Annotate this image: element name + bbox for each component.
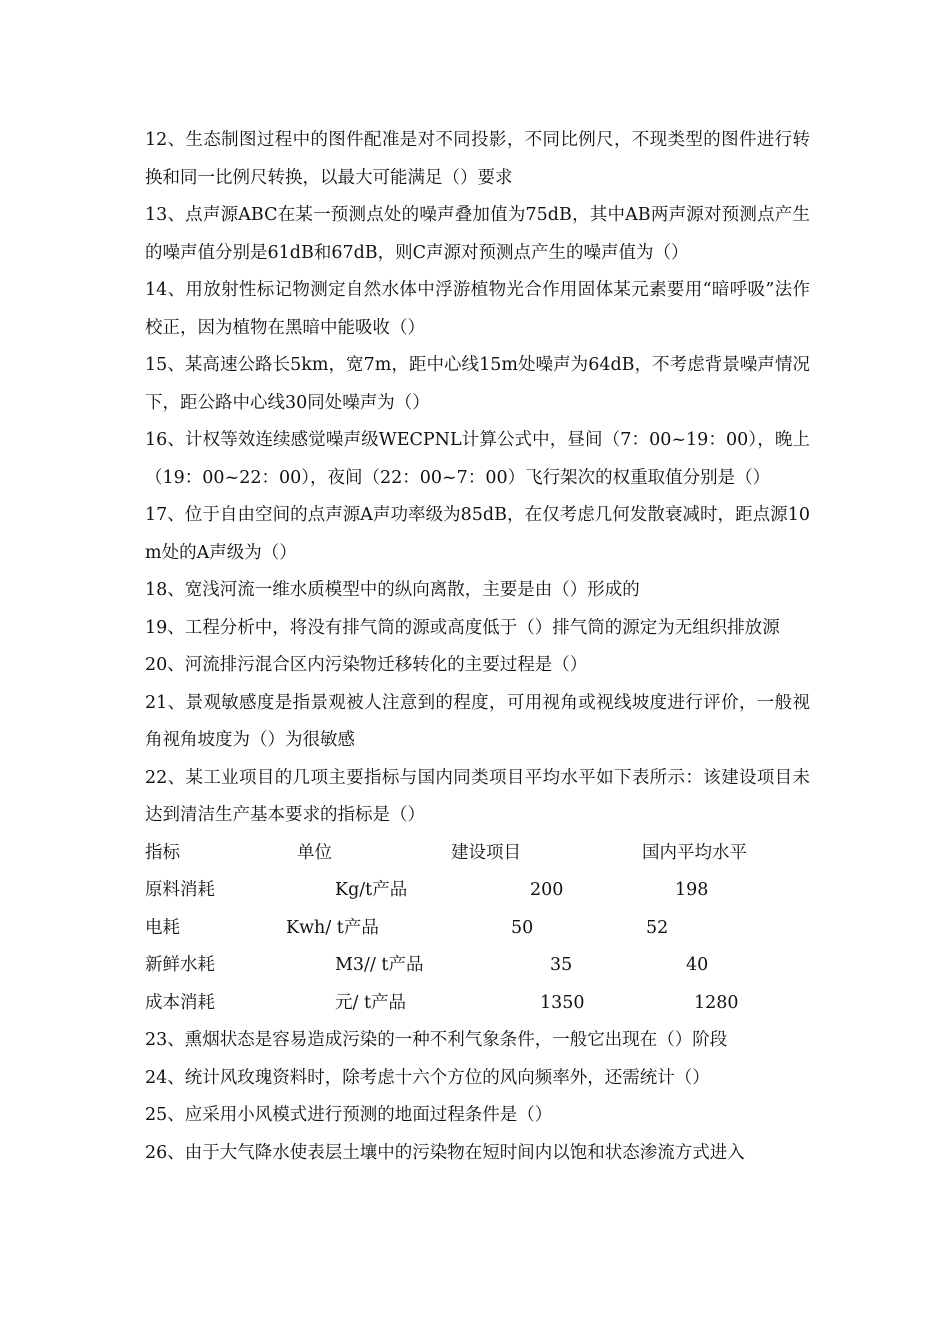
question-12: 12、生态制图过程中的图件配准是对不同投影，不同比例尺，不现类型的图件进行转换和同一比例尺转换，以最大可能满足（）要求 <box>145 130 810 188</box>
table-cell-project: 1350 <box>540 992 585 1013</box>
question-21: 21、景观敏感度是指景观被人注意到的程度，可用视角或视线坡度进行评价，一般视角视角坡度为（）为很敏感 <box>145 692 810 750</box>
question-23: 23、熏烟状态是容易造成污染的一种不利气象条件，一般它出现在（）阶段 <box>145 1030 728 1050</box>
table-row <box>145 985 810 1023</box>
table-header-national-average: 国内平均水平 <box>642 842 747 863</box>
table-header-row <box>145 835 810 873</box>
question-24: 24、统计风玫瑰资料时，除考虑十六个方位的风向频率外，还需统计（） <box>145 1067 710 1088</box>
table-cell-indicator: 原料消耗 <box>145 880 215 900</box>
question-18: 18、宽浅河流一维水质模型中的纵向离散，主要是由（）形成的 <box>145 580 640 600</box>
table-cell-project: 35 <box>550 955 573 975</box>
table-cell-national-average: 198 <box>675 880 709 900</box>
table-row <box>145 910 810 948</box>
question-20: 20、河流排污混合区内污染物迁移转化的主要过程是（） <box>145 655 588 675</box>
table-cell-unit: Kg/t产品 <box>335 880 408 900</box>
table-cell-national-average: 52 <box>646 917 669 938</box>
table-cell-unit: M3// t产品 <box>335 955 424 975</box>
table-row <box>145 947 810 985</box>
table-header-indicator: 指标 <box>145 842 180 863</box>
question-13: 13、点声源ABC在某一预测点处的噪声叠加值为75dB，其中AB两声源对预测点产生的噪声值分别是61dB和67dB，则C声源对预测点产生的噪声值为（） <box>145 205 810 263</box>
table-header-project: 建设项目 <box>451 842 521 863</box>
table-cell-project: 200 <box>530 880 564 900</box>
indicator-table <box>145 835 810 1023</box>
question-26: 26、由于大气降水使表层土壤中的污染物在短时间内以饱和状态渗流方式进入 <box>145 1142 745 1163</box>
table-cell-indicator: 成本消耗 <box>145 992 215 1013</box>
question-17: 17、位于自由空间的点声源A声功率级为85dB，在仅考虑几何发散衰减时，距点源10m处的A声级为（） <box>145 505 810 563</box>
table-row <box>145 872 810 910</box>
question-16: 16、计权等效连续感觉噪声级WECPNL计算公式中，昼间（7：00~19：00），晚上（19：00~22：00），夜间（22：00~7：00）飞行架次的权重取值分别是（） <box>145 430 810 488</box>
table-cell-project: 50 <box>511 917 534 938</box>
table-header-unit: 单位 <box>297 842 332 863</box>
table-cell-unit: Kwh/ t产品 <box>286 917 379 938</box>
table-cell-national-average: 40 <box>686 955 709 975</box>
table-cell-indicator: 电耗 <box>145 917 180 938</box>
question-25: 25、应采用小风模式进行预测的地面过程条件是（） <box>145 1105 553 1125</box>
table-cell-unit: 元/ t产品 <box>335 992 406 1013</box>
document-body <box>145 122 810 1172</box>
question-19: 19、工程分析中，将没有排气筒的源或高度低于（）排气筒的源定为无组织排放源 <box>145 617 780 638</box>
question-22: 22、某工业项目的几项主要指标与国内同类项目平均水平如下表所示：该建设项目未达到清洁生产基本要求的指标是（） <box>145 767 810 825</box>
question-14: 14、用放射性标记物测定自然水体中浮游植物光合作用固体某元素要用“暗呼吸”法作校正，因为植物在黑暗中能吸收（） <box>145 280 810 338</box>
question-15: 15、某高速公路长5km，宽7m，距中心线15m处噪声为64dB，不考虑背景噪声情况下，距公路中心线30同处噪声为（） <box>145 355 810 413</box>
table-cell-indicator: 新鲜水耗 <box>145 955 215 975</box>
table-cell-national-average: 1280 <box>694 992 739 1013</box>
